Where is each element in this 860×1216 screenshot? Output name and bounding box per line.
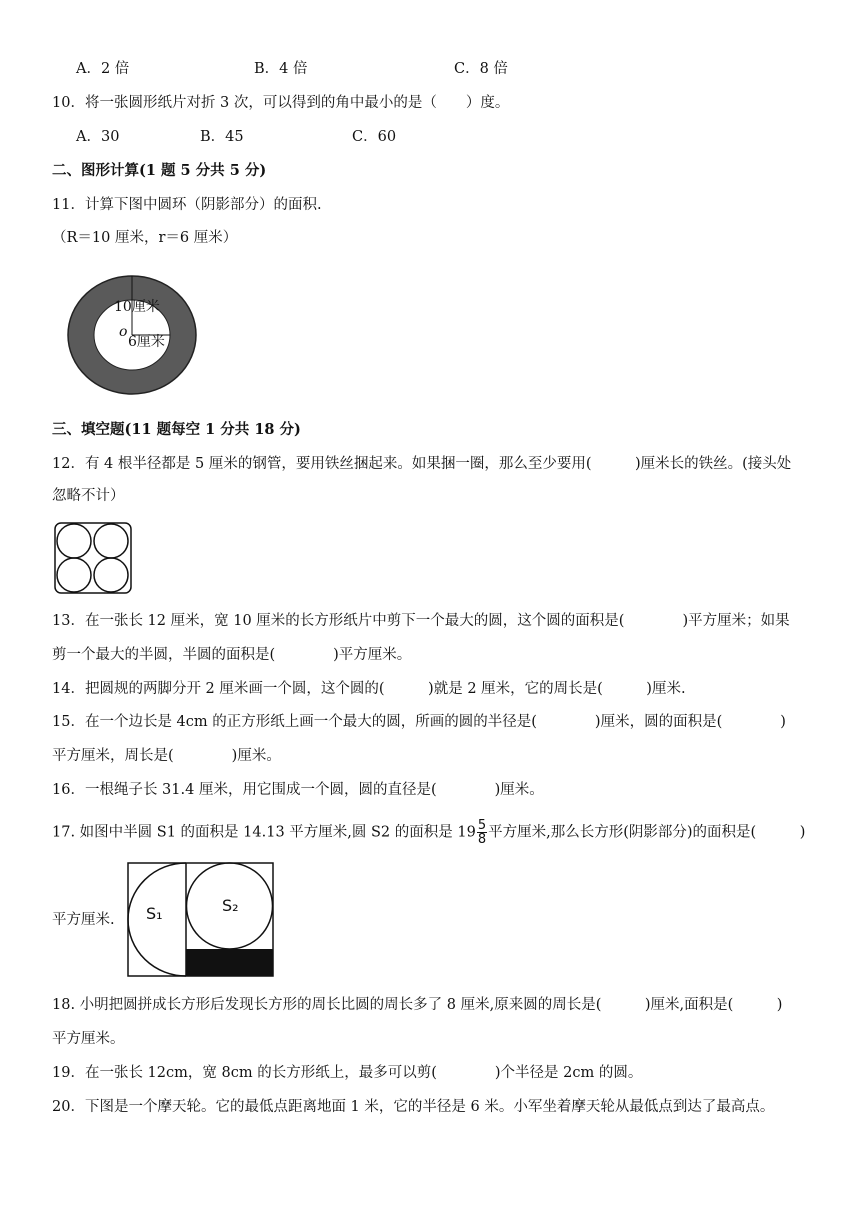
q17-fraction-denominator: 8 [477, 832, 487, 847]
q12-line-2: 忽略不计） [52, 488, 125, 504]
q20-text: 20．下图是一个摩天轮。它的最低点距离地面 1 米，它的半径是 6 米。小军坐着摩天轮从最低点到达了最高点。 [52, 1099, 775, 1115]
section-3-title: 三、填空题(11 题每空 1 分共 18 分) [52, 421, 301, 438]
q12-line-1: 12．有 4 根半径都是 5 厘米的钢管，要用铁丝捆起来。如果捆一圈，那么至少要用( )厘米长的铁丝。(接头处 [52, 456, 792, 472]
ring-label-outer-radius: 10厘米 [114, 299, 160, 315]
q18-line-2: 平方厘米。 [52, 1031, 125, 1047]
q17-fraction [477, 819, 487, 846]
ring-label-center: o [119, 324, 128, 340]
q13-line-1: 13．在一张长 12 厘米，宽 10 厘米的长方形纸片中剪下一个最大的圆，这个圆的面积是( )平方厘米；如果 [52, 613, 790, 629]
q9-option-a: A．2 倍 [76, 61, 130, 77]
q13-line-2: 剪一个最大的半圆，半圆的面积是( )平方厘米。 [52, 647, 412, 663]
q10-option-b: B．45 [200, 129, 244, 145]
q15-line-2: 平方厘米，周长是( )厘米。 [52, 748, 281, 764]
q10-text: 10．将一张圆形纸片对折 3 次，可以得到的角中最小的是（ ）度。 [52, 95, 510, 111]
four-pipes-figure [54, 522, 132, 594]
q19-text: 19．在一张长 12cm，宽 8cm 的长方形纸上，最多可以剪( )个半径是 2cm 的圆。 [52, 1065, 643, 1081]
q18-line-1: 18. 小明把圆拼成长方形后发现长方形的周长比圆的周长多了 8 厘米,原来圆的周长是( )厘米,面积是( ) [52, 997, 783, 1013]
label-s2: S₂ [222, 896, 239, 915]
q16-text: 16．一根绳子长 31.4 厘米，用它围成一个圆，圆的直径是( )厘米。 [52, 782, 544, 798]
q11-given: （R＝10 厘米，r＝6 厘米） [52, 230, 238, 246]
q17-line-1 [52, 819, 805, 846]
q9-option-c: C．8 倍 [454, 61, 508, 77]
q17-text-a: 17. 如图中半圆 S1 的面积是 14.13 平方厘米,圆 S2 的面积是 19 [52, 824, 476, 841]
section-2-title: 二、图形计算(1 题 5 分共 5 分) [52, 162, 267, 179]
q9-option-b: B．4 倍 [254, 61, 308, 77]
q17-text-b: 平方厘米,那么长方形(阴影部分)的面积是( ) [488, 824, 806, 841]
q11-text: 11．计算下图中圆环（阴影部分）的面积. [52, 197, 322, 213]
q17-line-2: 平方厘米. [52, 912, 115, 928]
q10-option-c: C．60 [352, 129, 397, 145]
q14-text: 14．把圆规的两脚分开 2 厘米画一个圆，这个圆的( )就是 2 厘米，它的周长是( )厘米. [52, 681, 686, 697]
label-s1: S₁ [146, 904, 163, 923]
q15-line-1: 15．在一个边长是 4cm 的正方形纸上画一个最大的圆，所画的圆的半径是( )厘米，圆的面积是( ) [52, 714, 786, 730]
q17-fraction-numerator: 5 [477, 818, 487, 833]
q10-option-a: A．30 [76, 129, 120, 145]
ring-label-inner-radius: 6厘米 [128, 334, 165, 350]
